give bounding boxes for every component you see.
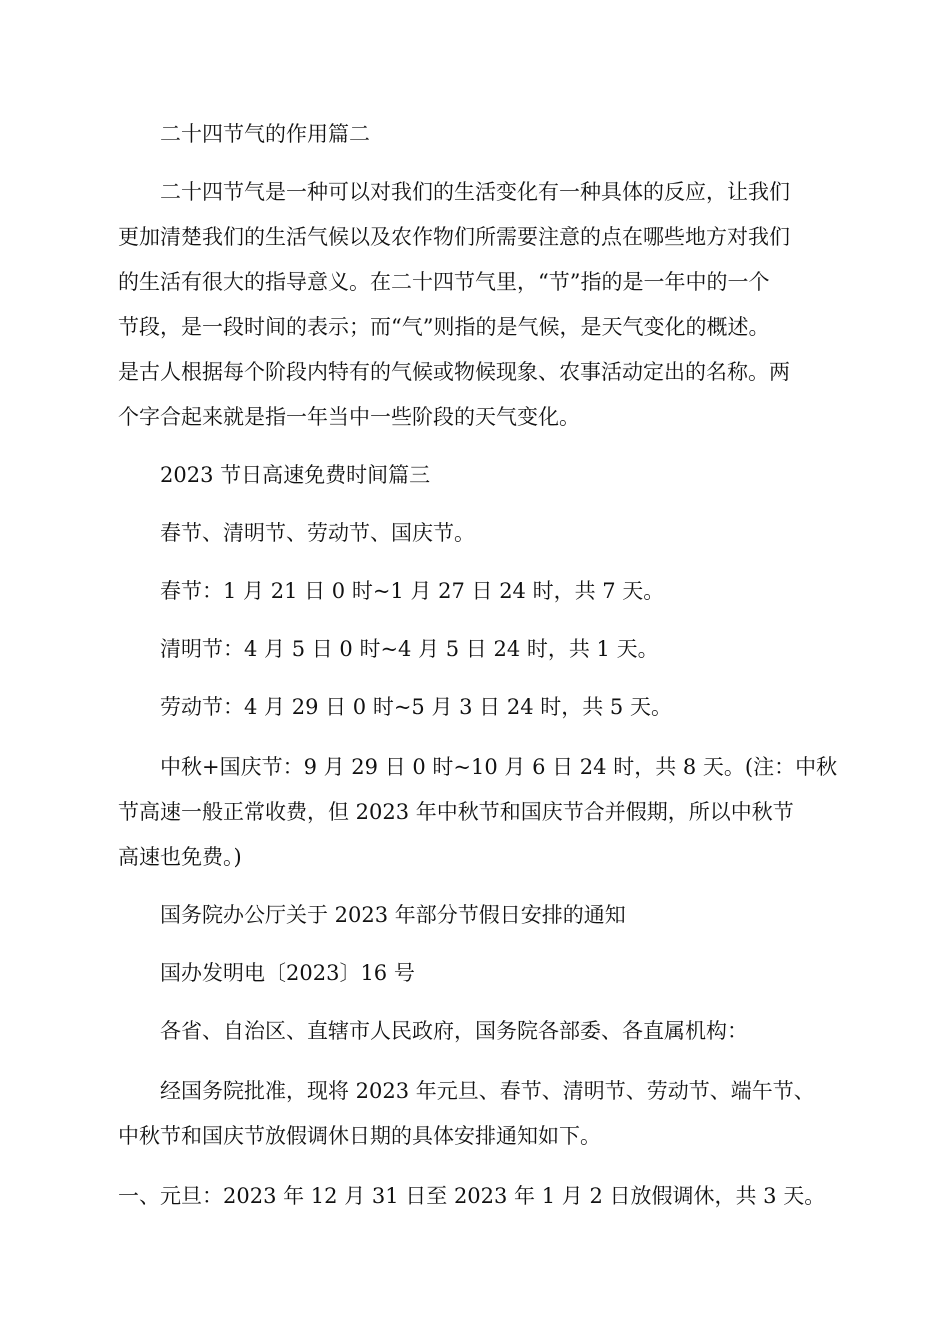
paragraph-line: 二十四节气是一种可以对我们的生活变化有一种具体的反应，让我们 (160, 180, 790, 204)
addressee: 各省、自治区、直辖市人民政府，国务院各部委、各直属机构： (160, 1019, 748, 1043)
paragraph-line: 高速也免费。) (118, 845, 242, 869)
notice-number: 国办发明电〔2023〕16 号 (160, 961, 415, 985)
paragraph-line: 个字合起来就是指一年当中一些阶段的天气变化。 (118, 405, 580, 429)
paragraph-line: 节段，是一段时间的表示；而“气”则指的是气候，是天气变化的概述。 (118, 315, 770, 339)
paragraph-line: 劳动节：4 月 29 日 0 时~5 月 3 日 24 时，共 5 天。 (160, 695, 672, 719)
paragraph-line: 是古人根据每个阶段内特有的气候或物候现象、农事活动定出的名称。两 (118, 360, 790, 384)
paragraph-line: 经国务院批准，现将 2023 年元旦、春节、清明节、劳动节、端午节、 (160, 1079, 815, 1103)
notice-title: 国务院办公厅关于 2023 年部分节假日安排的通知 (160, 903, 626, 927)
paragraph-line: 春节、清明节、劳动节、国庆节。 (160, 521, 475, 545)
paragraph-line: 中秋+国庆节：9 月 29 日 0 时~10 月 6 日 24 时，共 8 天。(注：中秋 (160, 755, 838, 779)
section-heading: 二十四节气的作用篇二 (160, 122, 370, 146)
paragraph-line: 更加清楚我们的生活气候以及农作物们所需要注意的点在哪些地方对我们 (118, 225, 790, 249)
section-heading: 2023 节日高速免费时间篇三 (160, 463, 431, 487)
paragraph-line: 清明节：4 月 5 日 0 时~4 月 5 日 24 时，共 1 天。 (160, 637, 659, 661)
paragraph-line: 春节：1 月 21 日 0 时~1 月 27 日 24 时，共 7 天。 (160, 579, 665, 603)
paragraph-line: 节高速一般正常收费，但 2023 年中秋节和国庆节合并假期，所以中秋节 (118, 800, 794, 824)
paragraph-line: 中秋节和国庆节放假调休日期的具体安排通知如下。 (118, 1124, 601, 1148)
list-item: 一、元旦：2023 年 12 月 31 日至 2023 年 1 月 2 日放假调休，共 3 天。 (118, 1184, 826, 1208)
paragraph-line: 的生活有很大的指导意义。在二十四节气里，“节”指的是一年中的一个 (118, 270, 770, 294)
